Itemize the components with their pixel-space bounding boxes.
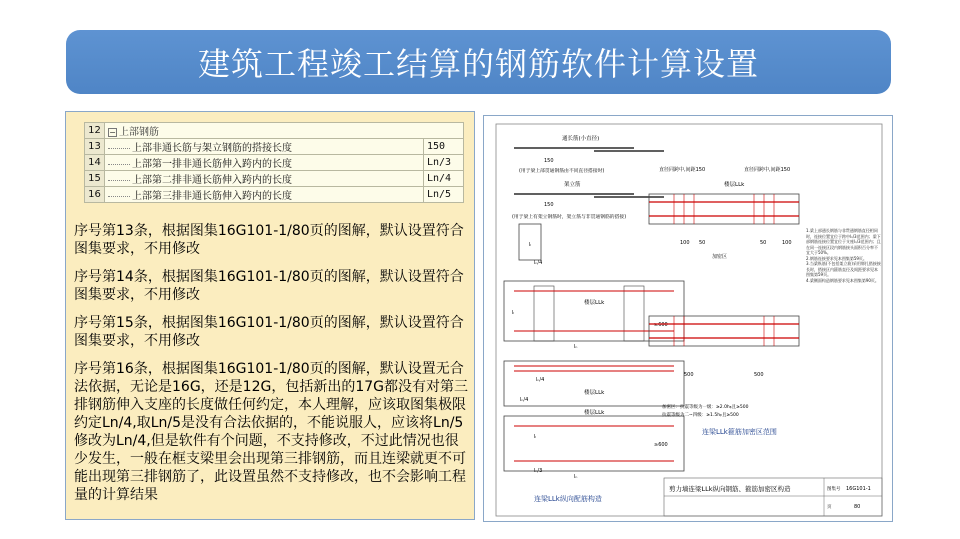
- atlas-drawing-panel: [483, 115, 893, 522]
- row-label: 上部第三排非通长筋伸入跨内的长度: [132, 191, 292, 202]
- row-value[interactable]: Ln/4: [424, 171, 464, 187]
- geq600-label: ≥600: [654, 322, 668, 328]
- beam-label-c: 楼层LLk: [584, 410, 605, 416]
- lap-label: lₗ: [529, 242, 532, 248]
- row-label-cell: [105, 171, 424, 187]
- lap-label: lₗ: [534, 434, 537, 440]
- table-row[interactable]: [85, 139, 464, 155]
- dim-500: 500: [754, 372, 764, 378]
- row-label-cell: [105, 139, 424, 155]
- table-row[interactable]: [85, 187, 464, 203]
- left-caption: 连梁LLk纵向配筋构造: [534, 495, 602, 503]
- ln4-label: lₙ/4: [520, 397, 529, 403]
- row-value[interactable]: 150: [424, 139, 464, 155]
- beam-outline: [504, 281, 684, 341]
- geq600-label: ≥600: [654, 442, 668, 448]
- explanation-notes: [74, 222, 472, 514]
- tree-line: [108, 164, 130, 165]
- tree-line: [108, 196, 130, 197]
- right-top-note-b: 直径同跨中,间距150: [744, 167, 791, 173]
- beam-label-d: 楼层LLk: [724, 182, 745, 188]
- row-number: 13: [85, 139, 105, 155]
- dim-150: 150: [544, 202, 554, 208]
- row-label-cell: [105, 155, 424, 171]
- slide-title: 建筑工程竣工结算的钢筋软件计算设置: [66, 30, 891, 94]
- page-number: 80: [854, 504, 861, 510]
- right-caption: 连梁LLk箍筋加密区范围: [702, 428, 777, 436]
- title-block: [664, 478, 882, 516]
- dense-zone-label: 加密区: [712, 254, 728, 260]
- ln-label: lₙ: [574, 344, 578, 350]
- dim-50: 50: [760, 240, 767, 246]
- wall-outline: [624, 286, 644, 341]
- row-value[interactable]: Ln/5: [424, 187, 464, 203]
- wall-outline: [534, 286, 554, 341]
- footer-title: 剪力墙连梁LLk纵向钢筋、箍筋加密区构造: [669, 485, 791, 493]
- ln4-label: lₙ/4: [536, 377, 545, 383]
- dim-50: 50: [699, 240, 706, 246]
- lap-label: lₗ: [512, 310, 515, 316]
- side-note: 2.钢筋连接要求见本图集第59页。: [806, 255, 867, 261]
- row-number: 15: [85, 171, 105, 187]
- note-paragraph: 序号第16条，根据图集16G101-1/80页的图解，默认设置无合法依据，无论是16G，还是12G，包括新出的17G都没有对第三排钢筋伸入支座的长度做任何约定，本人理解，应该取图集极限约定Ln/4,取Ln/5是没有合法依据的，不能说服人，应该将Ln/5修改为Ln/4,但是软件有个问题，不支持修改，不过此情况也很少发生，一般在框支梁里会出现第三排钢筋，而且连梁就更不可能出现第三排钢筋了，此设置虽然不支持修改，也不会影响工程量的计算结果: [74, 361, 468, 503]
- table-row[interactable]: [85, 171, 464, 187]
- table-row[interactable]: [85, 155, 464, 171]
- beam-label-a: 楼层LLk: [584, 300, 605, 306]
- table-row-group[interactable]: [85, 123, 464, 139]
- top-note-2: (用于梁上有架立钢筋时，架立筋与非贯通钢筋的搭接): [512, 215, 627, 220]
- page-label: 页: [827, 505, 832, 510]
- top-label-1: 通长筋(小直径): [562, 136, 600, 142]
- ln-label: lₙ: [574, 474, 578, 480]
- dim-100: 100: [680, 240, 690, 246]
- top-note-1: (用于梁上部贯通钢筋由不同直径搭接时): [519, 169, 605, 174]
- beam-outline: [649, 194, 799, 224]
- note-paragraph: 序号第15条，根据图集16G101-1/80页的图解，默认设置符合图集要求，不用修改: [74, 315, 464, 349]
- row-label: 上部第二排非通长筋伸入跨内的长度: [132, 175, 292, 186]
- formula-1: 加密区：抗震等级为一级：≥2.0hᵦ且≥500: [662, 405, 749, 410]
- settings-panel: [65, 111, 475, 520]
- row-number: 12: [85, 123, 105, 139]
- row-label: 上部第一排非通长筋伸入跨内的长度: [132, 159, 292, 170]
- group-cell: [105, 123, 464, 139]
- side-note: 1.梁上部通长钢筋与非贯通钢筋直径相同时，连接位置宜位于跨中lₙ/3范围内；梁下部钢筋连接位置宜位于支座lₙ/3范围内；且在同一连接区段内钢筋接头面积百分率不宜大于50%。: [806, 228, 881, 255]
- dim-500: 500: [684, 372, 694, 378]
- note-paragraph: 序号第13条，根据图集16G101-1/80页的图解，默认设置符合图集要求，不用修改: [74, 223, 464, 257]
- row-number: 16: [85, 187, 105, 203]
- ln4-label: lₙ/4: [534, 260, 543, 266]
- row-number: 14: [85, 155, 105, 171]
- group-label: 上部钢筋: [119, 127, 159, 138]
- right-top-note-a: 直径同跨中,间距150: [659, 167, 706, 173]
- row-label: 上部非通长筋与架立钢筋的搭接长度: [132, 143, 292, 154]
- formula-2: 抗震等级为二~四级：≥1.5hᵦ且≥500: [662, 413, 739, 418]
- row-label-cell: [105, 187, 424, 203]
- atlas-number: 16G101-1: [846, 486, 871, 492]
- beam-label-b: 楼层LLk: [584, 390, 605, 396]
- collapse-toggle-icon[interactable]: −: [109, 127, 116, 137]
- row-value[interactable]: Ln/3: [424, 155, 464, 171]
- side-note: 3.当梁纵筋(不包括架立筋)采用绑扎搭接接长时，搭接区内箍筋直径及间距要求见本图集第59页。: [806, 261, 881, 277]
- tree-line: [108, 148, 130, 149]
- ln3-label: lₙ/3: [534, 468, 543, 474]
- tree-line: [108, 180, 130, 181]
- rebar-construction-drawing: [484, 116, 893, 522]
- parameter-table: [84, 122, 464, 203]
- dim-150: 150: [544, 158, 554, 164]
- side-notes: [806, 228, 881, 378]
- atlas-label: 图集号: [827, 487, 841, 492]
- dim-100: 100: [782, 240, 792, 246]
- note-paragraph: 序号第14条，根据图集16G101-1/80页的图解，默认设置符合图集要求，不用修改: [74, 269, 464, 303]
- side-note: 4.梁侧面构造钢筋要求见本图集第90页。: [806, 277, 879, 283]
- top-label-2: 架立筋: [564, 182, 581, 188]
- beam-outline: [504, 361, 684, 406]
